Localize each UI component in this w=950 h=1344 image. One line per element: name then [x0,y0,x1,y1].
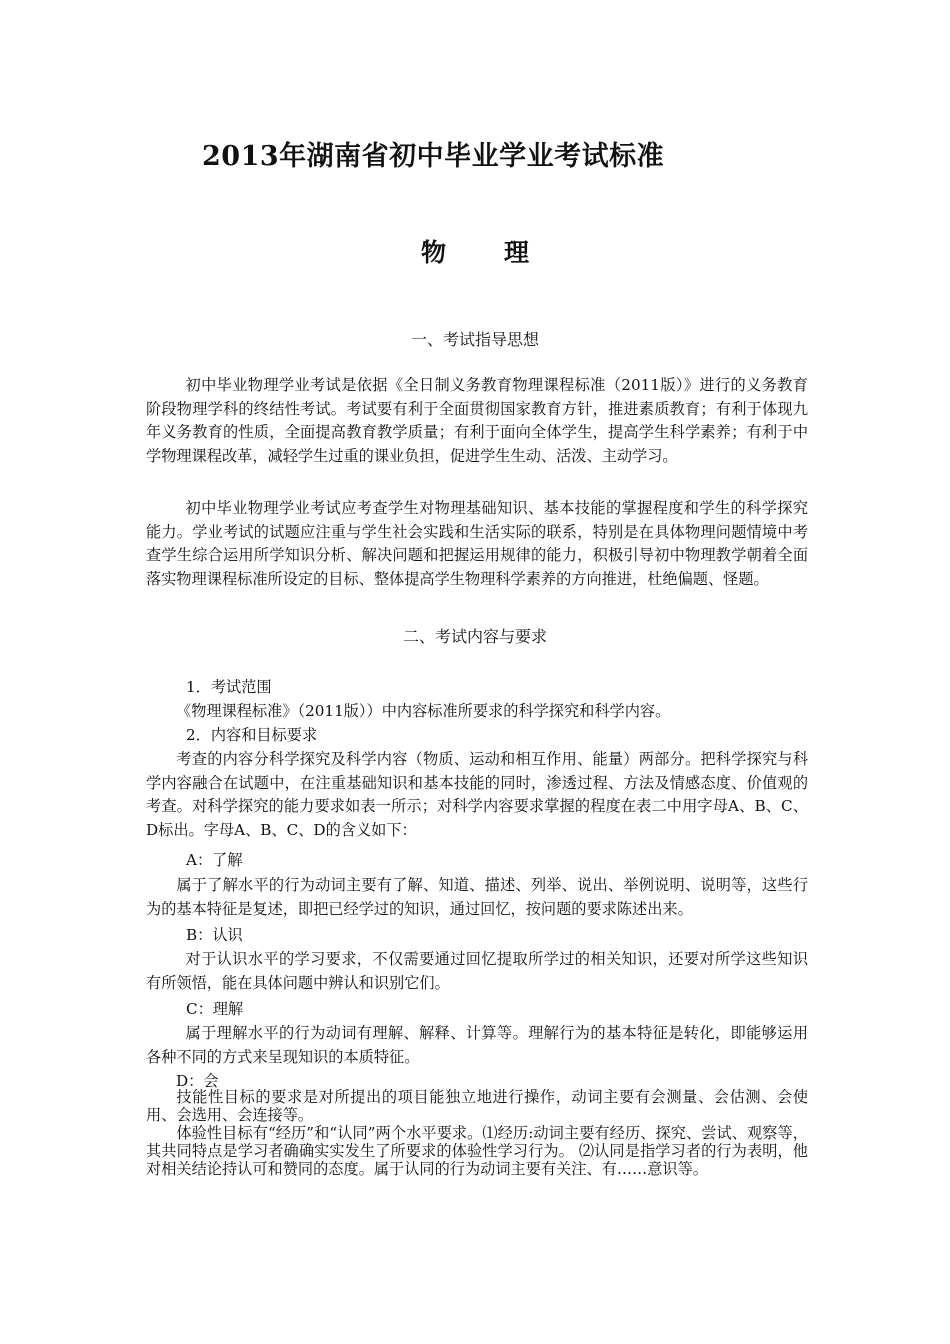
level-a-label: A：了解 [186,851,243,869]
experiential-goals-text: 体验性目标有“经历”和“认同”两个水平要求。⑴经历:动词主要有经历、探究、尝试、观察等，其共同特点是学习者确确实实发生了所要求的体验性学习行为。 ⑵认同是指学习者的行为表明，他对相关结论持认可和赞同的态度。属于认同的行为动词主要有关注、有……意识等。 [146,1124,808,1178]
item-1-title: 1．考试范围 [186,678,272,696]
item-1-text: 《物理课程标准》（2011版））中内容标准所要求的科学探究和科学内容。 [176,702,671,720]
level-d-label: D：会 [176,1072,219,1090]
item-2-text: 考查的内容分科学探究及科学内容（物质、运动和相互作用、能量）两部分。把科学探究与科学内容融合在试题中，在注重基础知识和基本技能的同时，渗透过程、方法及情感态度、价值观的考查。对科学探究的能力要求如表一所示；对科学内容要求掌握的程度在表二中用字母A、B、C、D标出。字母A、B、C、D的含义如下： [146,750,808,839]
level-a-text: 属于了解水平的行为动词主要有了解、知道、描述、列举、说出、举例说明、说明等，这些行为的基本特征是复述，即把已经学过的知识，通过回忆，按问题的要求陈述出来。 [146,876,808,918]
item-2-title: 2．内容和目标要求 [186,726,318,744]
level-c-text: 属于理解水平的行为动词有理解、解释、计算等。理解行为的基本特征是转化，即能够运用各种不同的方式来呈现知识的本质特征。 [146,1024,808,1066]
document-title: 2013年湖南省初中毕业学业考试标准 [202,141,665,172]
level-d-text: 技能性目标的要求是对所提出的项目能独立地进行操作，动词主要有会测量、会估测、会使用、会选用、会连接等。 [146,1088,808,1124]
section-heading-1: 一、考试指导思想 [410,330,539,349]
level-b-label: B：认识 [186,926,243,944]
level-b-text: 对于认识水平的学习要求，不仅需要通过回忆提取所学过的相关知识，还要对所学这些知识有所领悟，能在具体问题中辨认和识别它们。 [146,950,808,992]
paragraph-guiding-1: 初中毕业物理学业考试是依据《全日制义务教育物理课程标准（2011版）》进行的义务教育阶段物理学科的终结性考试。考试要有利于全面贯彻国家教育方针，推进素质教育；有利于体现九年义务教育的性质，全面提高教育教学质量；有利于面向全体学生，提高学生科学素养；有利于中学物理课程改革，减轻学生过重的课业负担，促进学生生动、活泼、主动学习。 [146,376,808,465]
subject-heading: 物理 [420,238,587,267]
level-c-label: C：理解 [186,1000,244,1018]
paragraph-guiding-2: 初中毕业物理学业考试应考查学生对物理基础知识、基本技能的掌握程度和学生的科学探究能力。学业考试的试题应注重与学生社会实践和生活实际的联系，特别是在具体物理问题情境中考查学生综合运用所学知识分析、解决问题和把握运用规律的能力，积极引导初中物理教学朝着全面落实物理课程标准所设定的目标、整体提高学生物理科学素养的方向推进，杜绝偏题、怪题。 [146,499,808,588]
section-heading-2: 二、考试内容与要求 [402,627,547,646]
